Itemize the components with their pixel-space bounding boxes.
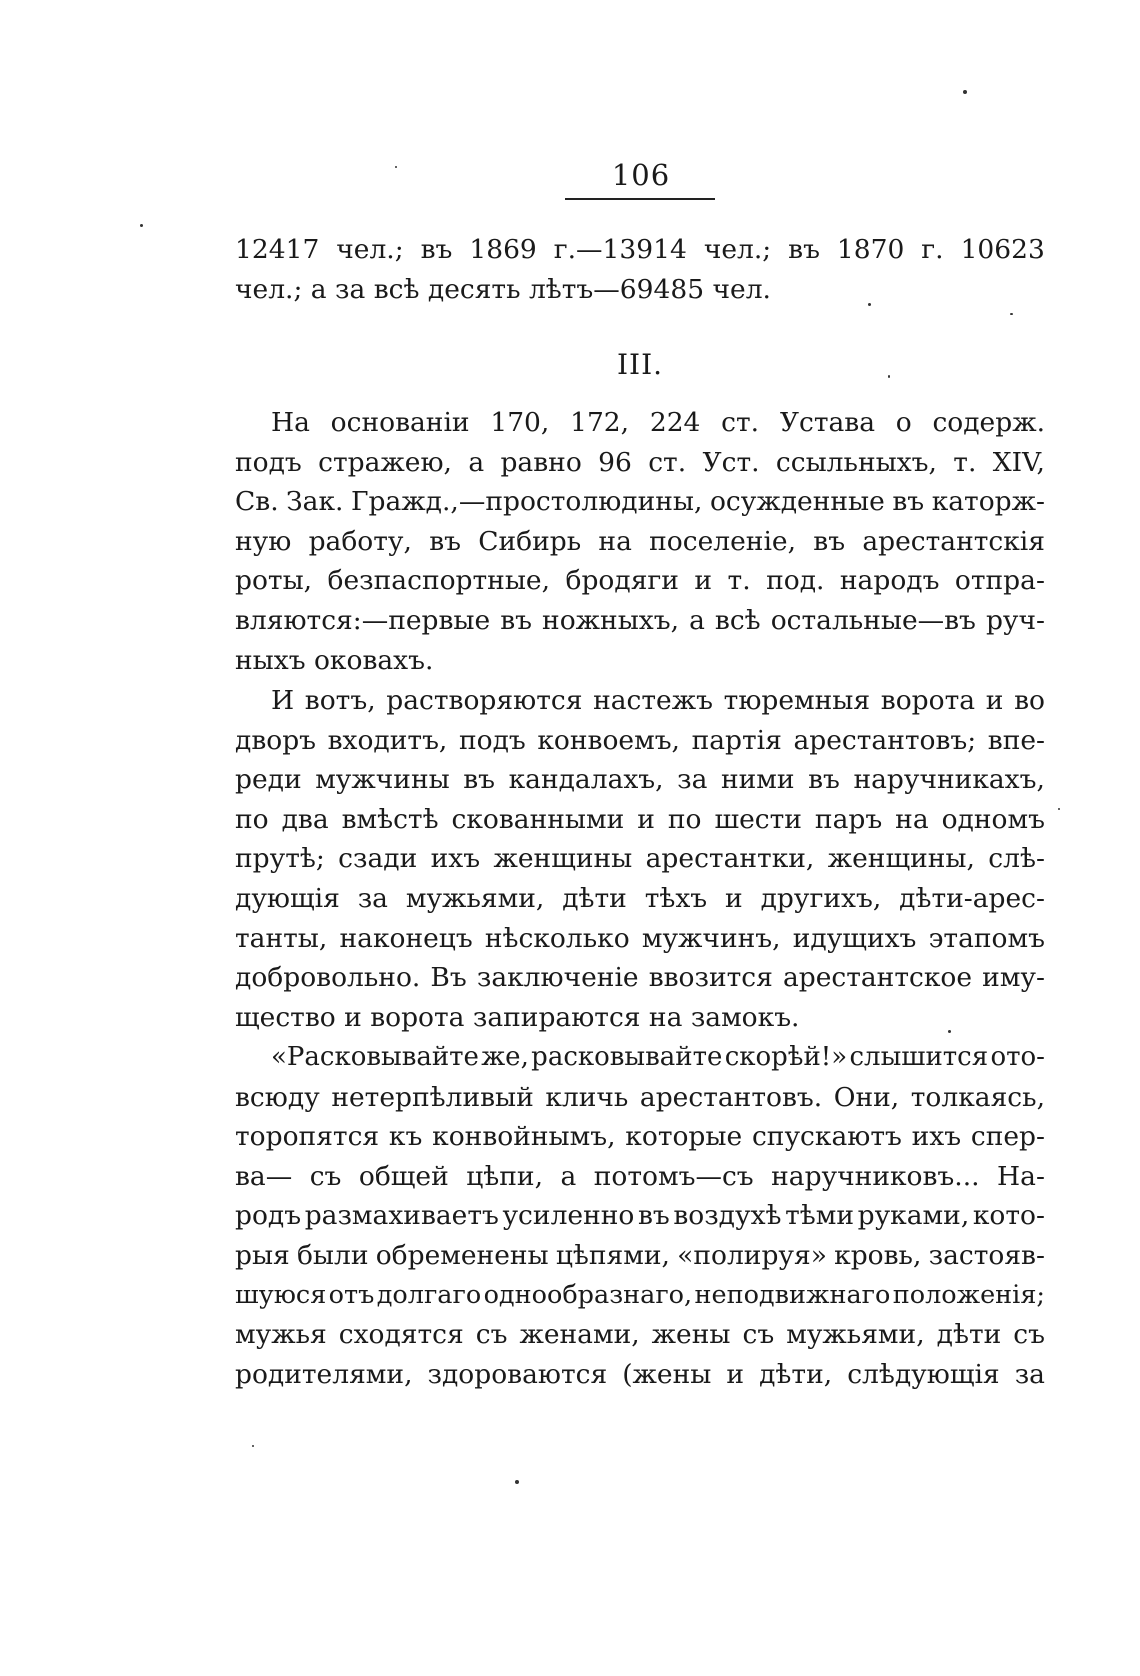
scan-speck	[1010, 313, 1013, 315]
paragraph-line: прутѣ; сзади ихъ женщины арестантки, женщины, слѣ-	[235, 843, 1045, 875]
paragraph-line: Св. Зак. Гражд.,—простолюдины, осужденные въ каторж-	[235, 486, 1045, 518]
paragraph-line: щество и ворота запираются на замокъ.	[235, 1001, 800, 1033]
paragraph-line: всюду нетерпѣливый кличь арестантовъ. Они, толкаясь,	[235, 1081, 1045, 1113]
page-number: 106	[611, 158, 671, 192]
paragraph-2	[235, 681, 1045, 1037]
paragraph-line: торопятся къ конвойнымъ, которые спускаютъ ихъ спер-	[235, 1121, 1045, 1153]
paragraph-line: И вотъ, растворяются настежъ тюремныя ворота и во	[271, 685, 1045, 716]
intro-text	[235, 230, 1045, 309]
intro-line: чел.; а за всѣ десять лѣтъ—69485 чел.	[235, 273, 771, 305]
scan-speck	[963, 90, 967, 94]
paragraph-1	[235, 403, 1045, 680]
paragraph-line: реди мужчины въ кандалахъ, за ними въ наручникахъ,	[235, 764, 1045, 796]
scan-speck	[888, 375, 890, 378]
paragraph-line: ныхъ оковахъ.	[235, 644, 434, 676]
section-heading: III.	[616, 348, 664, 381]
paragraph-line: добровольно. Въ заключеніе ввозится арестантское иму-	[235, 962, 1045, 994]
paragraph-line: дворъ входитъ, подъ конвоемъ, партія арестантовъ; впе-	[235, 724, 1045, 756]
paragraph-line: роты, безпаспортные, бродяги и т. под. народъ отпра-	[235, 565, 1045, 597]
scan-speck	[948, 1030, 951, 1033]
scan-speck	[140, 224, 143, 227]
paragraph-line: по два вмѣстѣ скованными и по шести паръ на одномъ	[235, 803, 1045, 835]
paragraph-line: мужья сходятся съ женами, жены съ мужьями, дѣти съ	[235, 1319, 1045, 1351]
intro-line: 12417 чел.; въ 1869 г.—13914 чел.; въ 1870 г. 10623	[235, 234, 1045, 265]
paragraph-line: танты, наконецъ нѣсколько мужчинъ, идущихъ этапомъ	[235, 922, 1045, 954]
scan-speck	[515, 1480, 519, 1484]
paragraph-line: шуюся отъ долгаго однообразнаго, неподвижнаго положенія;	[235, 1279, 1045, 1310]
paragraph-line: родителями, здороваются (жены и дѣти, слѣдующія за	[235, 1358, 1045, 1390]
paragraph-line: подъ стражею, а равно 96 ст. Уст. ссыльныхъ, т. XIV,	[235, 446, 1045, 478]
scan-speck	[868, 303, 871, 306]
paragraph-line: родъ размахиваетъ усиленно въ воздухѣ тѣми руками, кото-	[235, 1200, 1045, 1232]
paragraph-line: вляются:—первые въ ножныхъ, а всѣ остальные—въ руч-	[235, 604, 1045, 636]
paragraph-line: рыя были обременены цѣпями, «полируя» кровь, застояв-	[235, 1239, 1045, 1271]
scan-speck	[252, 1445, 254, 1447]
scan-speck	[1058, 808, 1060, 810]
paragraph-line: ва— съ общей цѣпи, а потомъ—съ наручниковъ... На-	[235, 1160, 1045, 1192]
paragraph-line: «Расковывайте же, расковывайте скорѣй!» слышится ото-	[271, 1042, 1045, 1072]
paragraph-3	[235, 1038, 1045, 1394]
scan-speck	[395, 166, 397, 168]
paragraph-line: ную работу, въ Сибирь на поселеніе, въ арестантскія	[235, 525, 1045, 557]
paragraph-line: дующія за мужьями, дѣти тѣхъ и другихъ, дѣти-арес-	[235, 882, 1045, 914]
page-number-rule	[565, 198, 715, 200]
paragraph-line: На основаніи 170, 172, 224 ст. Устава о содерж.	[271, 407, 1045, 438]
